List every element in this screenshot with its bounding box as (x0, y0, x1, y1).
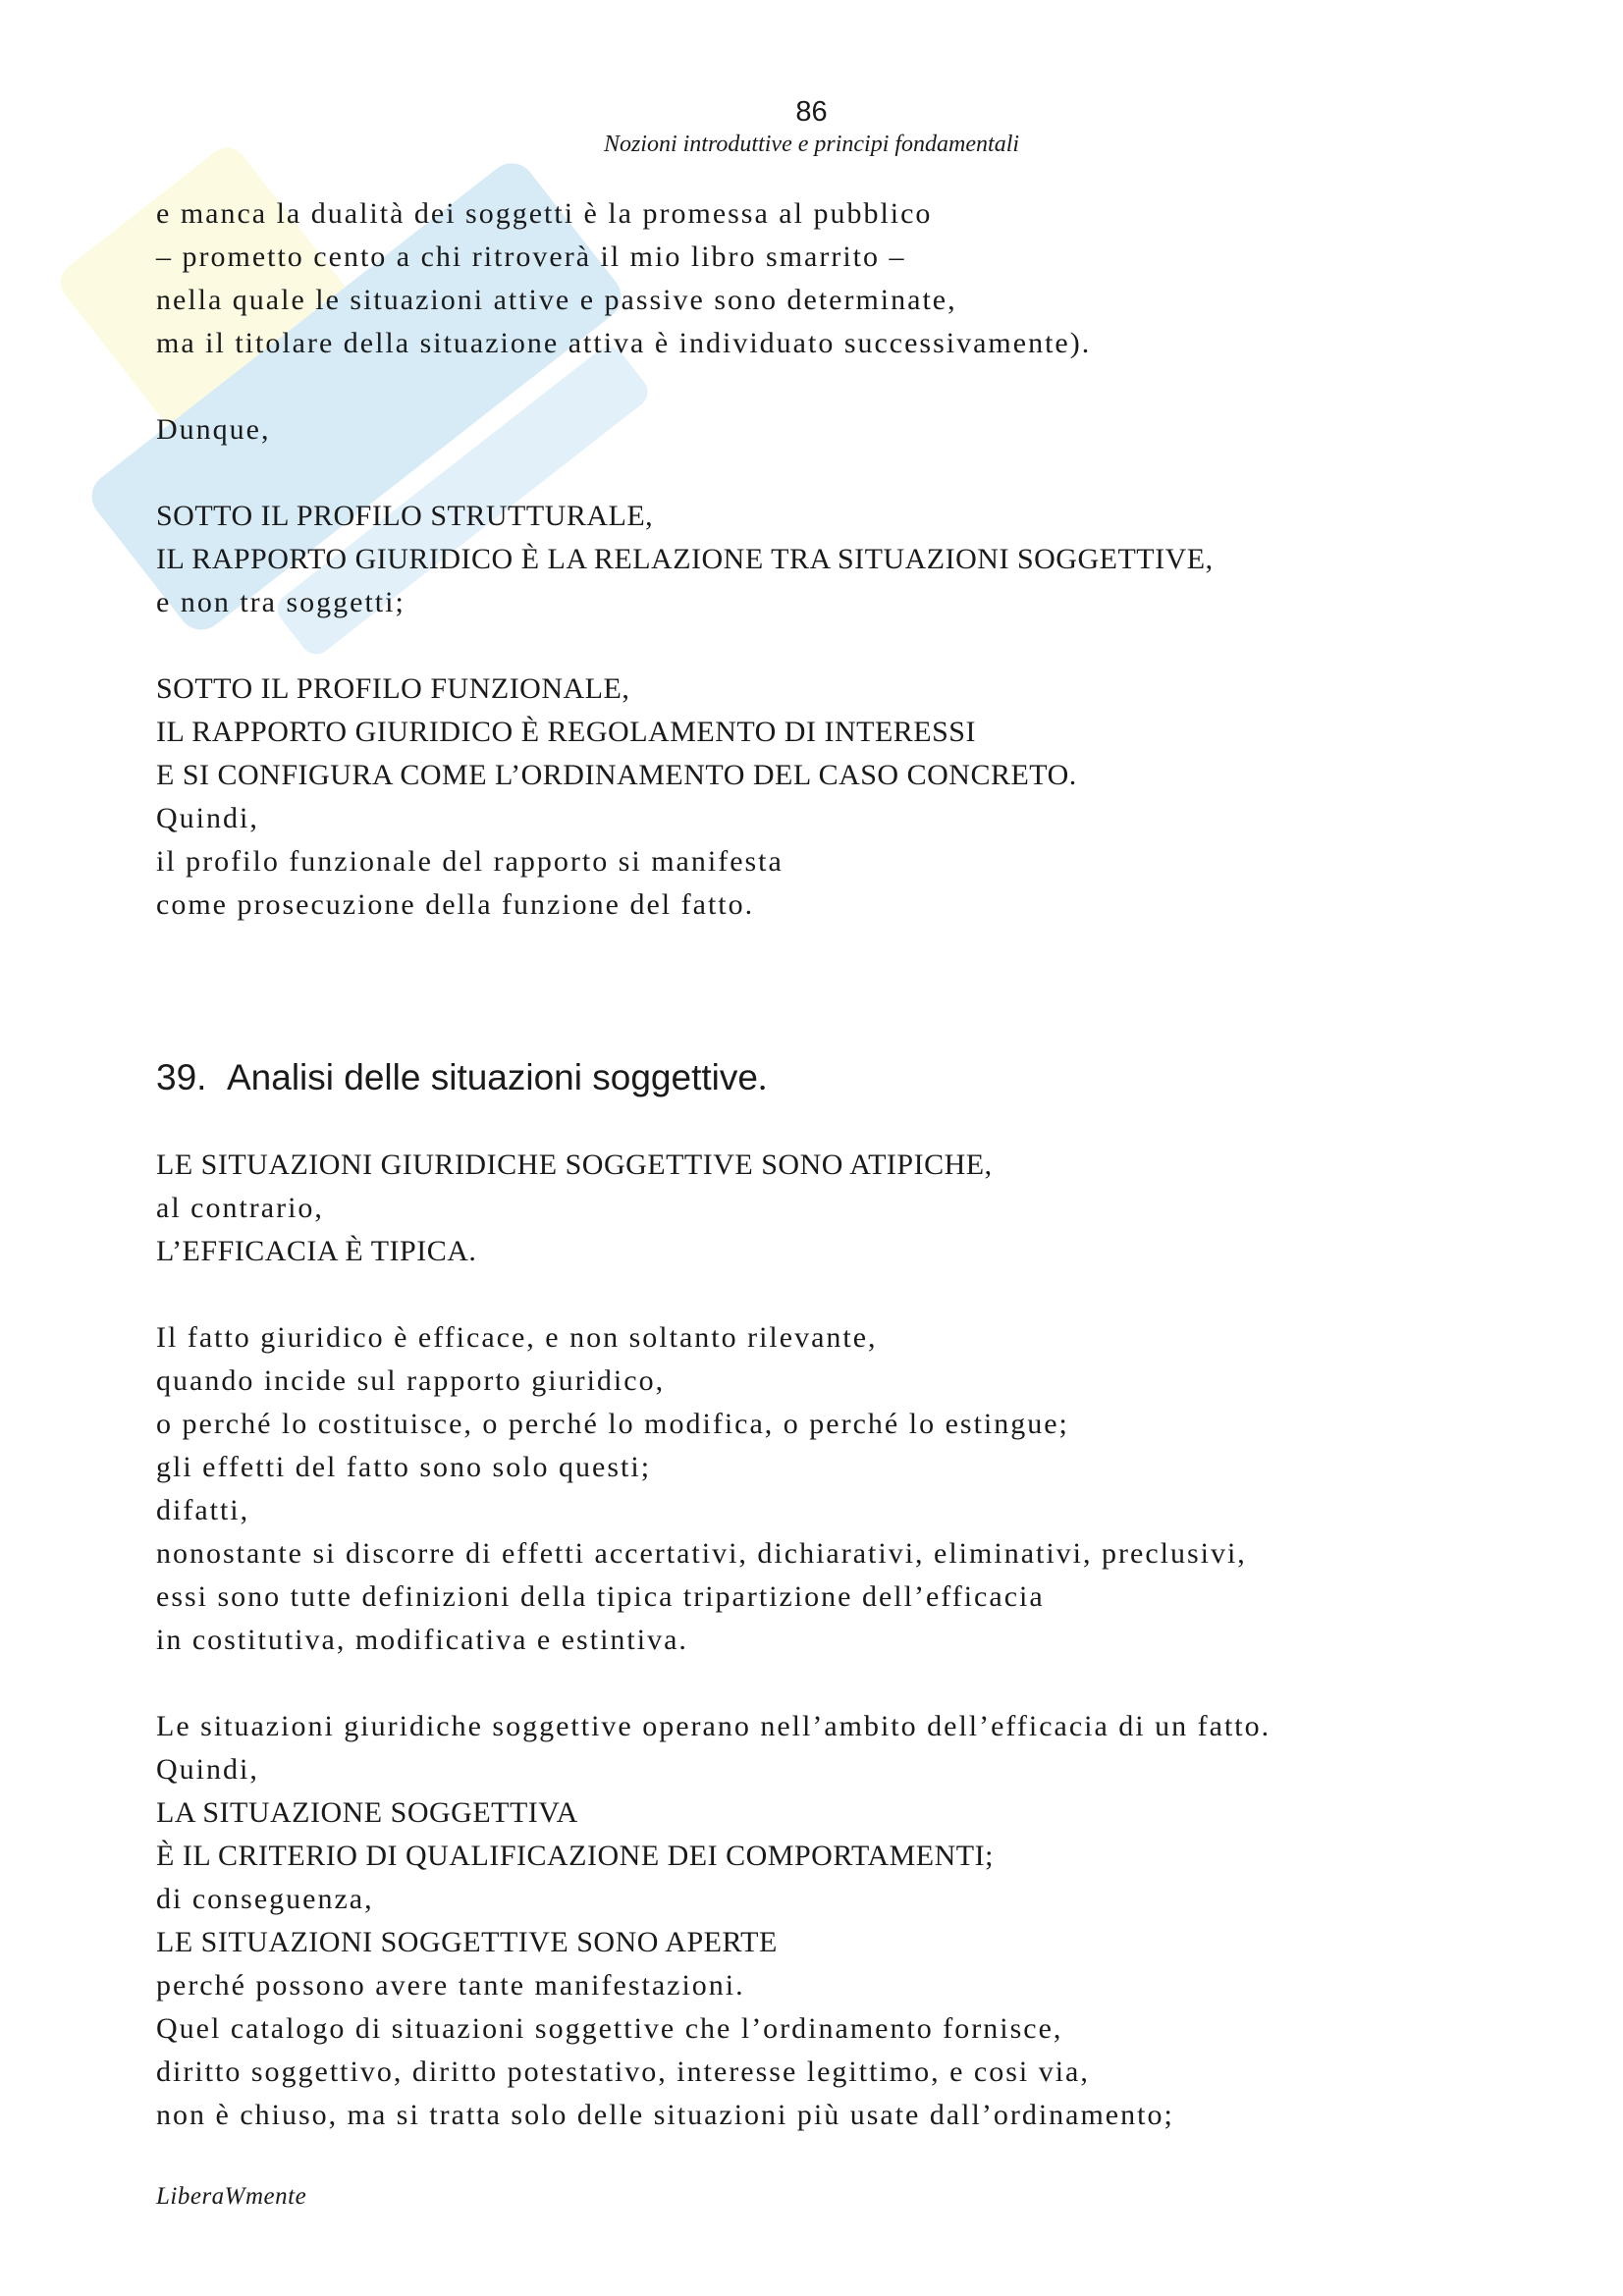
text-line: L’EFFICACIA È TIPICA. (156, 1235, 477, 1267)
text-line: SOTTO IL PROFILO FUNZIONALE, (156, 672, 630, 705)
text-line: in costitutiva, modificativa e estintiva. (156, 1624, 688, 1656)
text-line: Il fatto giuridico è efficace, e non soltanto rilevante, (156, 1321, 878, 1354)
text-line: nonostante si discorre di effetti accertativi, dichiarativi, eliminativi, preclusivi, (156, 1537, 1247, 1570)
text-line: e manca la dualità dei soggetti è la promessa al pubblico (156, 197, 933, 230)
text-line: – prometto cento a chi ritroverà il mio libro smarrito – (156, 240, 906, 273)
text-line: gli effetti del fatto sono solo questi; (156, 1451, 652, 1483)
paragraph-atypical (156, 1144, 1550, 1273)
text-line: Quel catalogo di situazioni soggettive che l’ordinamento fornisce, (156, 2012, 1063, 2045)
text-line: LE SITUAZIONI SOGGETTIVE SONO APERTE (156, 1926, 778, 1958)
paragraph-intro (156, 192, 1550, 365)
text-line: e non tra soggetti; (156, 586, 406, 618)
text-line: Dunque, (156, 413, 271, 446)
section-end-mark: . (757, 1058, 768, 1098)
text-line: LE SITUAZIONI GIURIDICHE SOGGETTIVE SONO ATIPICHE, (156, 1148, 993, 1181)
section-heading (156, 1056, 1550, 1100)
text-line: nella quale le situazioni attive e passive sono determinate, (156, 284, 957, 316)
text-line: ma il titolare della situazione attiva è individuato successivamente). (156, 327, 1092, 359)
running-title: Nozioni introduttive e principi fondamentali (603, 132, 1020, 157)
page-number: 86 (795, 96, 828, 128)
paragraph-dunque (156, 408, 1550, 452)
paragraph-efficacy (156, 1316, 1550, 1662)
text-line: LA SITUAZIONE SOGGETTIVA (156, 1796, 578, 1829)
text-line: SOTTO IL PROFILO STRUTTURALE, (156, 500, 654, 532)
text-line: difatti, (156, 1494, 250, 1526)
text-line: IL RAPPORTO GIURIDICO È REGOLAMENTO DI INTERESSI (156, 716, 976, 748)
text-line: diritto soggettivo, diritto potestativo, interesse legittimo, e cosi via, (156, 2056, 1090, 2088)
text-line: perché possono avere tante manifestazioni. (156, 1969, 745, 2002)
paragraph-functional (156, 667, 1550, 927)
text-line: o perché lo costituisce, o perché lo modifica, o perché lo estingue; (156, 1408, 1069, 1440)
text-line: non è chiuso, ma si tratta solo delle situazioni più usate dall’ordinamento; (156, 2099, 1174, 2131)
text-line: essi sono tutte definizioni della tipica tripartizione dell’efficacia (156, 1580, 1045, 1613)
text-line: Quindi, (156, 1753, 259, 1786)
text-line: È IL CRITERIO DI QUALIFICAZIONE DEI COMPORTAMENTI; (156, 1840, 994, 1872)
text-line: il profilo funzionale del rapporto si manifesta (156, 845, 784, 878)
paragraph-structural (156, 495, 1550, 624)
page-body (156, 192, 1550, 2137)
section-number: 39. (156, 1057, 207, 1097)
page-header (0, 94, 1623, 159)
text-line: quando incide sul rapporto giuridico, (156, 1364, 666, 1397)
text-line: Le situazioni giuridiche soggettive operano nell’ambito dell’efficacia di un fatto. (156, 1710, 1271, 1742)
text-line: al contrario, (156, 1192, 324, 1224)
section-title: Analisi delle situazioni soggettive (227, 1057, 758, 1097)
text-line: IL RAPPORTO GIURIDICO È LA RELAZIONE TRA SITUAZIONI SOGGETTIVE, (156, 543, 1214, 575)
text-line: E SI CONFIGURA COME L’ORDINAMENTO DEL CASO CONCRETO. (156, 759, 1077, 791)
text-line: di conseguenza, (156, 1883, 374, 1915)
paragraph-situations (156, 1705, 1550, 2137)
footer-signature: LiberaWmente (156, 2183, 307, 2210)
text-line: Quindi, (156, 802, 259, 834)
text-line: come prosecuzione della funzione del fatto. (156, 888, 755, 921)
